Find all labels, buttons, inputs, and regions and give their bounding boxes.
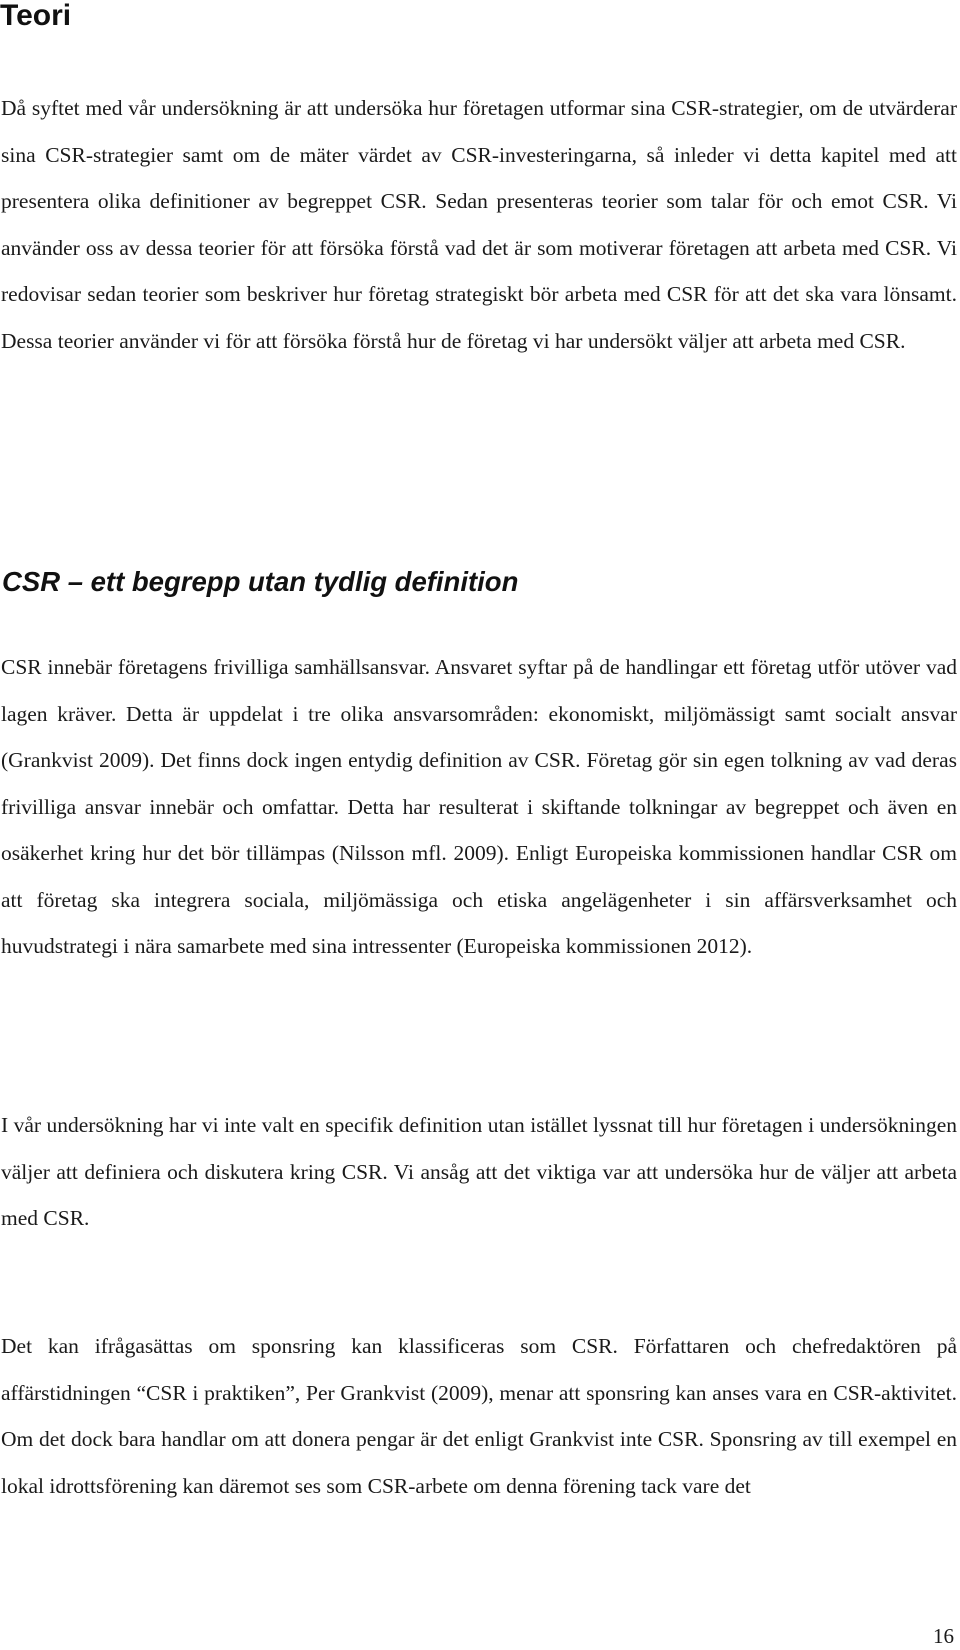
body-paragraph-sponsorship: Det kan ifrågasättas om sponsring kan klassificeras som CSR. Författaren och chefredaktören på affärstidningen “CSR i praktiken”, Per Grankvist (2009), menar att sponsring kan anses vara en CSR-aktivitet. Om det dock bara handlar om att donera pengar är det enligt Grankvist inte CSR. Sponsring av till exempel en lokal idrottsförening kan däremot ses som CSR-arbete om denna förening tack vare det xyxy=(1,1334,957,1498)
section-title: Teori xyxy=(0,0,72,32)
subheading: CSR – ett begrepp utan tydlig definition xyxy=(2,566,519,597)
body-paragraph-our-approach: I vår undersökning har vi inte valt en specifik definition utan istället lyssnat till hur företagen i undersökningen väljer att definiera och diskutera kring CSR. Vi ansåg att det viktiga var att undersöka hur de väljer att arbeta med CSR. xyxy=(1,1113,957,1230)
body-paragraph-definition: CSR innebär företagens frivilliga samhällsansvar. Ansvaret syftar på de handlingar ett företag utför utöver vad lagen kräver. Detta är uppdelat i tre olika ansvarsområden: ekonomiskt, miljömässigt samt socialt ansvar (Grankvist 2009). Det finns dock ingen entydig definition av CSR. Företag gör sin egen tolkning av vad deras frivilliga ansvar innebär och omfattar. Detta har resulterat i skiftande tolkningar av begreppet och även en osäkerhet kring hur det bör tillämpas (Nilsson mfl. 2009). Enligt Europeiska kommissionen handlar CSR om att företag ska integrera sociala, miljömässiga och etiska angelägenheter i sin affärsverksamhet och huvudstrategi i nära samarbete med sina intressenter (Europeiska kommissionen 2012). xyxy=(1,655,957,958)
intro-paragraph: Då syftet med vår undersökning är att undersöka hur företagen utformar sina CSR-strategier, om de utvärderar sina CSR-strategier samt om de mäter värdet av CSR-investeringarna, så inleder vi detta kapitel med att presentera olika definitioner av begreppet CSR. Sedan presenteras teorier som talar för och emot CSR. Vi använder oss av dessa teorier för att försöka förstå vad det är som motiverar företagen att arbeta med CSR. Vi redovisar sedan teorier som beskriver hur företag strategiskt bör arbeta med CSR för att det ska vara lönsamt. Dessa teorier använder vi för att försöka förstå hur de företag vi har undersökt väljer att arbeta med CSR. xyxy=(1,96,957,353)
page-number: 16 xyxy=(933,1624,954,1648)
